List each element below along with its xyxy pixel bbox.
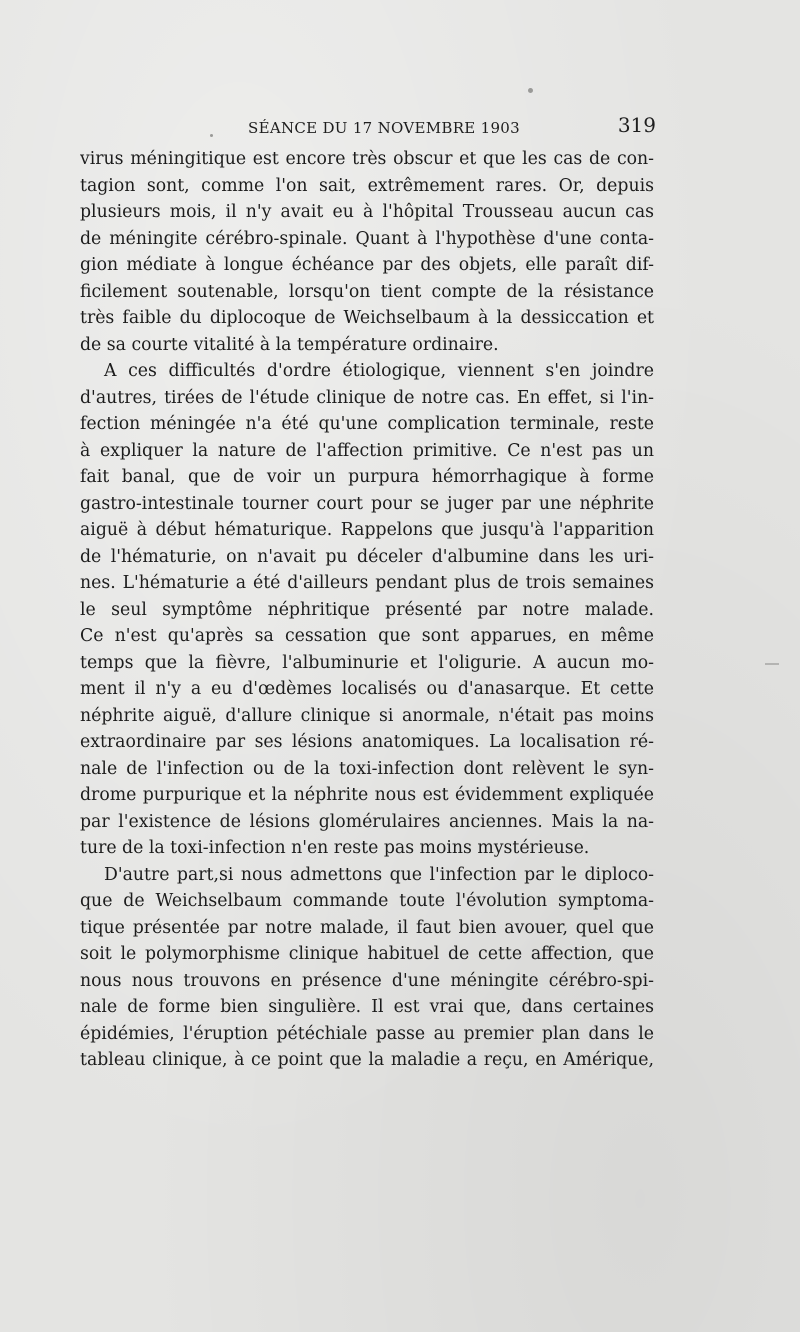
ink-speck bbox=[528, 88, 533, 93]
text-line: gion médiate à longue échéance par des objets, elle paraît dif- bbox=[80, 255, 654, 275]
text-line: fection méningée n'a été qu'une complication terminale, reste bbox=[80, 414, 654, 434]
text-line: gastro-intestinale tourner court pour se juger par une néphrite bbox=[80, 493, 654, 514]
text-line: fait banal, que de voir un purpura hémorrhagique à forme bbox=[80, 467, 654, 487]
text-line: nale de forme bien singulière. Il est vrai que, dans certaines bbox=[80, 997, 654, 1017]
text-line: tique présentée par notre malade, il faut bien avouer, quel que bbox=[80, 917, 654, 938]
text-line: A ces difficultés d'ordre étiologique, viennent s'en joindre bbox=[104, 361, 654, 381]
text-line: néphrite aiguë, d'allure clinique si anormale, n'était pas moins bbox=[80, 705, 654, 726]
text-line: de méningite cérébro-spinale. Quant à l'hypothèse d'une conta- bbox=[80, 228, 654, 249]
text-line: aiguë à début hématurique. Rappelons que jusqu'à l'apparition bbox=[80, 520, 654, 540]
text-line: d'autres, tirées de l'étude clinique de notre cas. En effet, si l'in- bbox=[80, 387, 654, 408]
text-line: extraordinaire par ses lésions anatomiques. La localisation ré- bbox=[80, 732, 654, 752]
text-line: que de Weichselbaum commande toute l'évolution symptoma- bbox=[80, 891, 654, 911]
text-line: ment il n'y a eu d'œdèmes localisés ou d'anasarque. Et cette bbox=[80, 679, 654, 699]
text-line: ficilement soutenable, lorsqu'on tient compte de la résistance bbox=[80, 281, 654, 302]
text-line: très faible du diplocoque de Weichselbaum à la dessiccation et bbox=[80, 308, 654, 328]
text-line: ture de la toxi-infection n'en reste pas moins mystérieuse. bbox=[80, 838, 590, 858]
page-number: 319 bbox=[617, 113, 656, 137]
text-line: de sa courte vitalité à la température ordinaire. bbox=[80, 334, 499, 355]
text-line: Ce n'est qu'après sa cessation que sont apparues, en même bbox=[80, 626, 654, 646]
text-line: le seul symptôme néphritique présenté par notre malade. bbox=[80, 599, 654, 620]
text-line: nale de l'infection ou de la toxi-infection dont relèvent le syn- bbox=[80, 758, 654, 779]
text-line: tagion sont, comme l'on sait, extrêmement rares. Or, depuis bbox=[80, 175, 654, 196]
text-line: tableau clinique, à ce point que la maladie a reçu, en Amérique, bbox=[80, 1050, 654, 1070]
text-line: à expliquer la nature de l'affection primitive. Ce n'est pas un bbox=[80, 440, 654, 461]
text-line: D'autre part,si nous admettons que l'infection par le diploco- bbox=[104, 864, 654, 885]
text-line: plusieurs mois, il n'y avait eu à l'hôpital Trousseau aucun cas bbox=[80, 202, 654, 222]
text-line: temps que la fièvre, l'albuminurie et l'oligurie. A aucun mo- bbox=[80, 652, 654, 673]
running-title: SÉANCE DU 17 NOVEMBRE 1903 bbox=[248, 119, 520, 137]
text-line: de l'hématurie, on n'avait pu déceler d'albumine dans les uri- bbox=[80, 546, 654, 567]
text-line: soit le polymorphisme clinique habituel de cette affection, que bbox=[80, 944, 654, 964]
text-line: virus méningitique est encore très obscur et que les cas de con- bbox=[80, 149, 654, 169]
text-line: nes. L'hématurie a été d'ailleurs pendant plus de trois semaines bbox=[80, 573, 654, 593]
text-line: drome purpurique et la néphrite nous est évidemment expliquée bbox=[80, 785, 654, 805]
text-line: épidémies, l'éruption pétéchiale passe au premier plan dans le bbox=[80, 1023, 654, 1044]
text-line: par l'existence de lésions glomérulaires anciennes. Mais la na- bbox=[80, 811, 654, 832]
text-line: nous nous trouvons en présence d'une méningite cérébro-spi- bbox=[80, 970, 654, 991]
running-head bbox=[80, 113, 656, 143]
margin-mark bbox=[765, 663, 779, 665]
body-text bbox=[80, 146, 654, 1074]
